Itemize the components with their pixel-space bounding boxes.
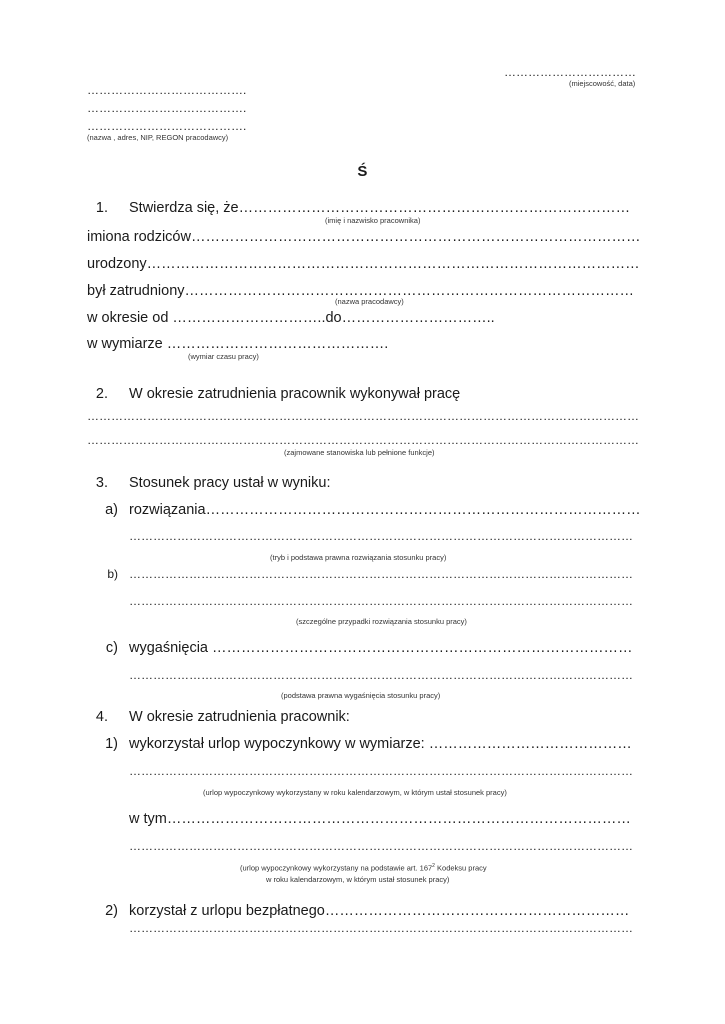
leave-including-caption-1: (urlop wypoczynkowy wykorzystany na podstawie art. $167^2$ Kodeksu pracy — [240, 863, 487, 873]
item-c-label: c) — [105, 640, 118, 656]
item-1-label: 1) — [105, 736, 118, 752]
employer-name-caption: (nazwa pracodawcy) — [335, 297, 404, 306]
special-cases-dots[interactable]: ……………………………………………………………………………………………………………… — [129, 594, 633, 608]
section-3-heading: Stosunek pracy ustał w wyniku: — [129, 475, 331, 491]
place-date-field[interactable]: …………………………… — [504, 65, 636, 79]
item-b-label: b) — [107, 567, 118, 581]
leave-used-dots[interactable]: ……………………………………………………………………………………………………………… — [129, 764, 633, 778]
termination-line[interactable]: rozwiązania……………………………………………………………………………… — [129, 502, 641, 518]
employee-name-line[interactable]: Stwierdza się, że……………………………………………………………………… — [129, 200, 631, 216]
working-time-line[interactable]: w wymiarze ………………………………………. — [87, 336, 389, 352]
termination-caption: (tryb i podstawa prawna rozwiązania stosunku pracy) — [270, 553, 447, 562]
employee-name-caption: (imię i nazwisko pracownika) — [325, 216, 421, 225]
section-4-number: 4. — [95, 709, 108, 725]
special-cases-line[interactable]: ……………………………………………………………………………………………………………… — [129, 567, 633, 581]
employer-field-line-1[interactable]: …………………………………. — [87, 83, 247, 97]
item-2-label: 2) — [105, 903, 118, 919]
leave-used-caption: (urlop wypoczynkowy wykorzystany w roku kalendarzowym, w którym ustał stosunek pracy) — [203, 788, 507, 797]
section-2-heading: W okresie zatrudnienia pracownik wykonywał pracę — [129, 386, 461, 402]
section-2-number: 2. — [95, 386, 108, 402]
positions-line-1[interactable]: ………………………………………………………………………………………………………………………… — [87, 409, 639, 423]
section-3-number: 3. — [95, 475, 108, 491]
place-date-caption: (miejscowość, data) — [569, 79, 636, 88]
parents-names-line[interactable]: imiona rodziców………………………………………………………………………………… — [87, 229, 641, 245]
expiry-line[interactable]: wygaśnięcia …………………………………………………………………………… — [129, 640, 633, 656]
document-title: Ś — [357, 163, 368, 180]
special-cases-caption: (szczególne przypadki rozwiązania stosunku pracy) — [296, 617, 467, 626]
section-1-number: 1. — [95, 200, 108, 216]
unpaid-leave-dots[interactable]: ……………………………………………………………………………………………………………… — [129, 921, 633, 935]
unpaid-leave-line[interactable]: korzystał z urlopu bezpłatnego……………………………………………………… — [129, 903, 630, 919]
expiry-dots[interactable]: ……………………………………………………………………………………………………………… — [129, 668, 633, 682]
employer-caption: (nazwa , adres, NIP, REGON pracodawcy) — [87, 133, 229, 142]
item-a-label: a) — [105, 502, 118, 518]
working-time-caption: (wymiar czasu pracy) — [188, 352, 259, 361]
expiry-caption: (podstawa prawna wygaśnięcia stosunku pracy) — [281, 691, 441, 700]
leave-including-caption-2: w roku kalendarzowym, w którym ustał stosunek pracy) — [266, 875, 450, 884]
positions-caption: (zajmowane stanowiska lub pełnione funkcje) — [284, 448, 435, 457]
section-4-heading: W okresie zatrudnienia pracownik: — [129, 709, 350, 725]
employer-field-line-2[interactable]: …………………………………. — [87, 101, 247, 115]
employed-by-line[interactable]: był zatrudniony………………………………………………………………………………… — [87, 283, 635, 299]
employer-field-line-3[interactable]: …………………………………. — [87, 119, 247, 133]
termination-dots[interactable]: ……………………………………………………………………………………………………………… — [129, 529, 633, 543]
leave-including-dots[interactable]: ……………………………………………………………………………………………………………… — [129, 839, 633, 853]
employment-period-line[interactable]: w okresie od …………………………..do………………………….. — [87, 310, 495, 326]
born-line[interactable]: urodzony………………………………………………………………………………………… — [87, 256, 640, 272]
leave-used-line[interactable]: wykorzystał urlop wypoczynkowy w wymiarze: …………………………………… — [129, 736, 632, 752]
positions-line-2[interactable]: ………………………………………………………………………………………………………………………… — [87, 433, 639, 447]
leave-including-line[interactable]: w tym…………………………………………………………………………………… — [129, 811, 631, 827]
